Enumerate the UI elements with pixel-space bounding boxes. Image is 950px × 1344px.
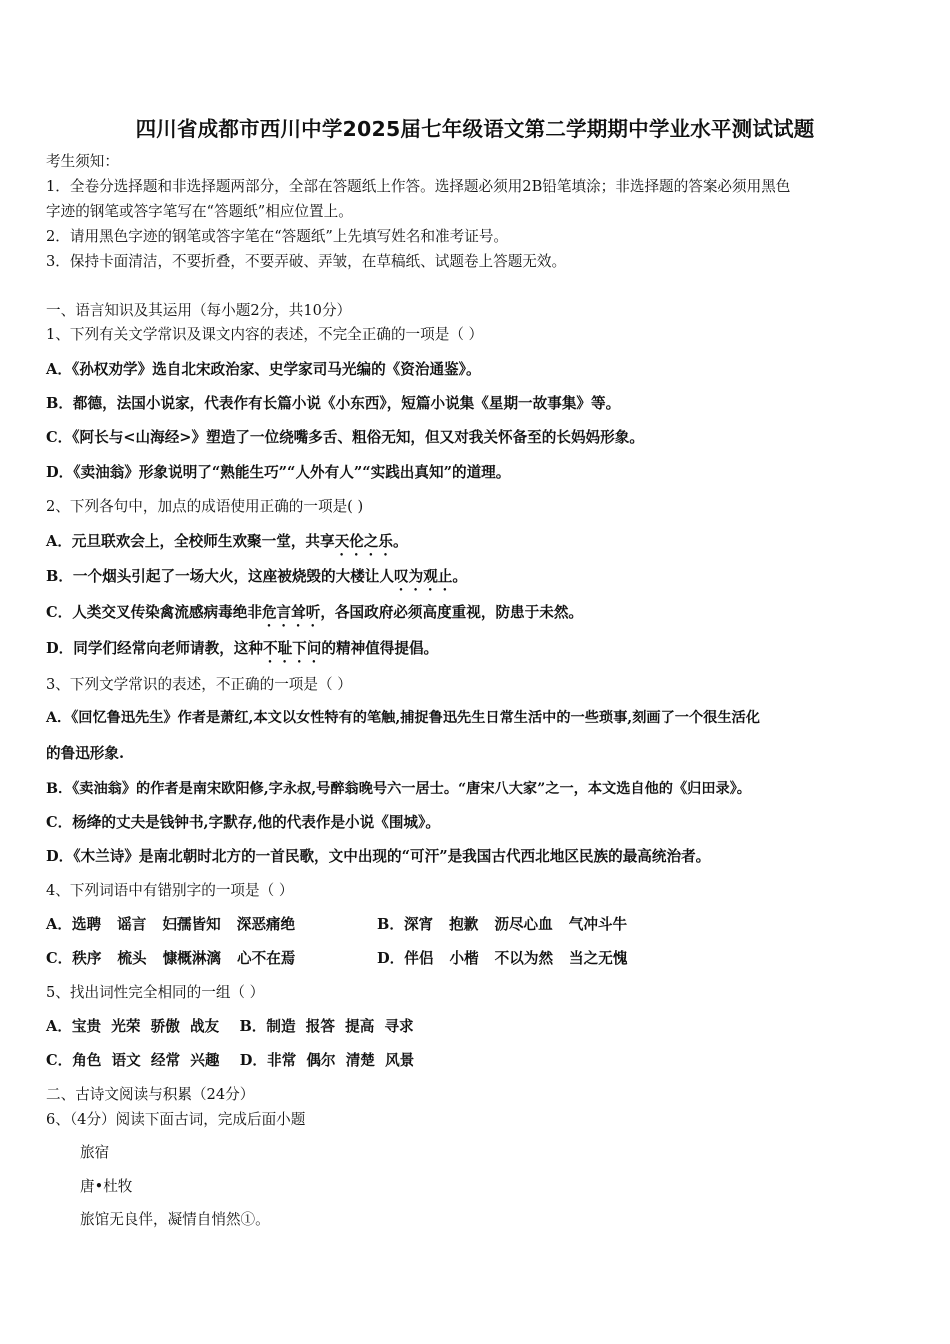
q3-option-b: B．《卖油翁》的作者是南宋欧阳修,字永叔,号醉翁晚号六一居士。“唐宋八大家”之一，本文选自他的《归田录》。 xyxy=(46,781,751,797)
poem-author: 唐•杜牧 xyxy=(80,1178,133,1195)
option-text: ，各国政府必须高度重视，防患于未然。 xyxy=(320,604,584,621)
question-5-stem: 5、找出词性完全相同的一组（ ） xyxy=(46,984,265,1001)
option-text: D．同学们经常向老师请教，这种 xyxy=(46,640,263,657)
question-3-stem: 3、下列文学常识的表述，不正确的一项是（ ） xyxy=(46,676,352,693)
option-text: 。 xyxy=(393,533,408,550)
q3-option-a-cont: 的鲁迅形象. xyxy=(46,745,125,762)
option-label: C． xyxy=(46,950,73,967)
q2-option-c xyxy=(46,603,583,630)
option-text: A．元旦联欢会上，全校师生欢聚一堂，共享 xyxy=(46,533,335,550)
poem-line: 旅馆无良伴，凝情自悄然①。 xyxy=(80,1211,270,1228)
q4-option-b xyxy=(377,915,627,935)
q2-option-d xyxy=(46,639,438,666)
dotted-idiom: 叹为观止 xyxy=(394,568,453,585)
option-label: A． xyxy=(46,916,72,933)
word: 梳头 xyxy=(117,950,147,967)
word: 深宵 xyxy=(403,916,434,933)
question-4-stem: 4、下列词语中有错别字的一项是（ ） xyxy=(46,882,294,899)
word: 深恶痛绝 xyxy=(236,916,296,933)
word: 沥尽心血 xyxy=(494,916,553,933)
question-2-stem: 2、下列各句中，加点的成语使用正确的一项是( ) xyxy=(46,498,364,515)
notice-item: 字迹的钢笔或答字笔写在“答题纸”相应位置上。 xyxy=(46,203,353,220)
q4-option-d xyxy=(377,949,627,969)
notice-item: 1．全卷分选择题和非选择题两部分，全部在答题纸上作答。选择题必须用2B铅笔填涂；非选择题的答案必须用黑色 xyxy=(46,178,791,195)
section-1-heading: 一、语言知识及其运用（每小题2分，共10分） xyxy=(46,302,352,319)
q5-options-cd: C．角色 语文 经常 兴趣 D．非常 偶尔 清楚 风景 xyxy=(46,1052,415,1069)
word: 慷概淋漓 xyxy=(162,950,222,967)
q1-option-d: D．《卖油翁》形象说明了“熟能生巧”“人外有人”“实践出真知”的道理。 xyxy=(46,464,511,481)
notice-heading: 考生须知： xyxy=(46,153,119,170)
q4-option-a xyxy=(46,915,295,935)
word: 不以为然 xyxy=(494,950,554,967)
q3-option-d: D．《木兰诗》是南北朝时北方的一首民歌，文中出现的“可汗”是我国古代西北地区民族的最高统治者。 xyxy=(46,848,711,865)
q1-option-c: C．《阿长与<山海经>》塑造了一位绕嘴多舌、粗俗无知，但又对我关怀备至的长妈妈形象。 xyxy=(46,429,644,446)
option-text: 的精神值得提倡。 xyxy=(321,640,439,657)
word: 气冲斗牛 xyxy=(568,916,628,933)
poem-title: 旅宿 xyxy=(80,1144,110,1161)
option-text: B．一个烟头引起了一场大火，这座被烧毁的大楼让人 xyxy=(46,568,394,585)
q3-option-a: A．《回忆鲁迅先生》作者是萧红,本文以女性特有的笔触,捕捉鲁迅先生日常生活中的一些琐事,刻画了一个很生活化 xyxy=(46,710,760,726)
q2-option-b xyxy=(46,567,467,594)
option-label: B． xyxy=(377,916,404,933)
dotted-idiom: 危言耸听 xyxy=(261,604,321,621)
word: 秩序 xyxy=(72,950,102,967)
q4-option-c xyxy=(46,949,295,969)
option-label: D． xyxy=(377,950,405,967)
word: 抱歉 xyxy=(449,916,479,933)
q1-option-a: A．《孙权劝学》选自北宋政治家、史学家司马光编的《资治通鉴》。 xyxy=(46,361,481,378)
word: 妇孺皆知 xyxy=(162,916,221,933)
word: 选聘 xyxy=(71,916,102,933)
question-1-stem: 1、下列有关文学常识及课文内容的表述，不完全正确的一项是（ ） xyxy=(46,326,484,343)
word: 当之无愧 xyxy=(569,950,628,967)
option-text: C．人类交叉传染禽流感病毒绝非 xyxy=(46,604,262,621)
question-6-stem: 6、（4分）阅读下面古词，完成后面小题 xyxy=(46,1111,306,1128)
q1-option-b: B．都德，法国小说家，代表作有长篇小说《小东西》，短篇小说集《星期一故事集》等。 xyxy=(46,395,621,412)
word: 伴侣 xyxy=(404,950,434,967)
notice-item: 3．保持卡面清洁，不要折叠，不要弄破、弄皱，在草稿纸、试题卷上答题无效。 xyxy=(46,253,567,270)
dotted-idiom: 天伦之乐 xyxy=(334,533,393,550)
q5-options-ab: A．宝贵 光荣 骄傲 战友 B．制造 报答 提高 寻求 xyxy=(46,1018,414,1035)
q2-option-a xyxy=(46,532,408,559)
dotted-idiom: 不耻下问 xyxy=(262,640,322,657)
section-2-heading: 二、古诗文阅读与积累（24分） xyxy=(46,1086,255,1103)
notice-item: 2．请用黑色字迹的钢笔或答字笔在“答题纸”上先填写姓名和准考证号。 xyxy=(46,228,509,245)
word: 小楷 xyxy=(449,950,479,967)
option-text: 。 xyxy=(452,568,467,585)
word: 心不在焉 xyxy=(237,950,296,967)
q3-option-c: C．杨绛的丈夫是钱钟书,字默存,他的代表作是小说《围城》。 xyxy=(46,814,440,831)
exam-title: 四川省成都市西川中学2025届七年级语文第二学期期中学业水平测试试题 xyxy=(135,117,815,141)
word: 谣言 xyxy=(117,916,147,933)
